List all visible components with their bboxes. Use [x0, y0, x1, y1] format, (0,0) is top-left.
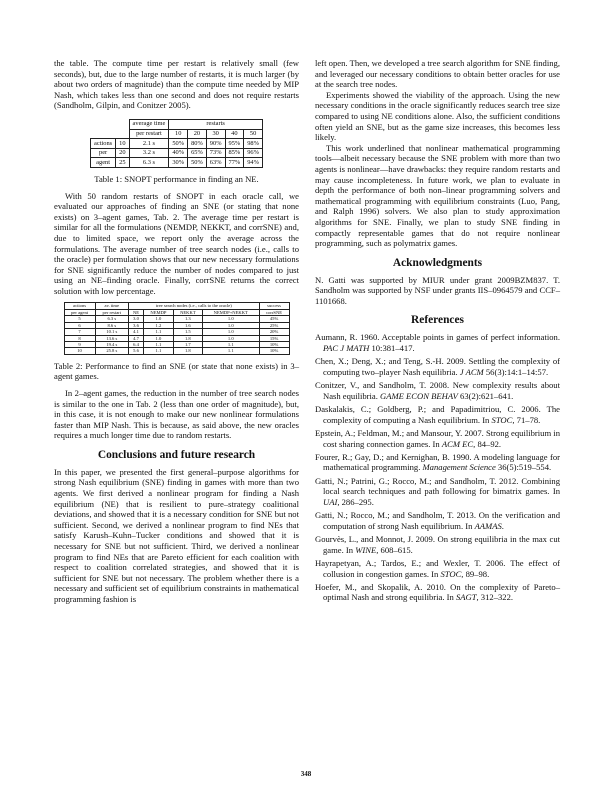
t2-cell: 1.1 — [202, 348, 259, 354]
reference-pages: 36(5):519–554. — [495, 462, 552, 473]
table-1-caption: Table 1: SNOPT performance in finding an NE. — [94, 173, 259, 184]
acknowledgments-heading: Acknowledgments — [392, 256, 483, 269]
t2-cell: 10% — [259, 341, 289, 347]
t1-cell: 95% — [225, 139, 244, 149]
t1-col: 40 — [225, 129, 244, 139]
t2-cell: 25% — [259, 322, 289, 328]
t1-cell: 80% — [188, 139, 207, 149]
t1-col: 50 — [244, 129, 263, 139]
reference-item — [315, 452, 560, 473]
reference-venue: Management Science — [422, 462, 496, 473]
t2-cell: 1.0 — [202, 316, 259, 322]
t2-cell: 4.1 — [129, 329, 144, 335]
t2-cell: 1.1 — [144, 341, 174, 347]
t2-cell: 1.0 — [144, 316, 174, 322]
table-row — [91, 148, 263, 158]
table-1 — [90, 119, 263, 168]
t2-cell: 1.0 — [144, 335, 174, 341]
reference-item — [315, 510, 560, 531]
t2-header-actions: actions — [64, 303, 95, 309]
future-work-paragraph: This work underlined that nonlinear mathematical programming tools—albeit necessary because the SNE problem with more than two agents is nonlinear—have drawbacks: they require random restarts and may cause incompleteness. In future work, we plan to evaluate in depth the performance of both non–linear programming solvers and mathematical programming with equilibrium constraints (Luo, Pang, and Ralph 1996) solvers. We also plan to study approximation algorithms for SNE. Finally, we plan to study SNE finding in compactly representable games that do not require nonlinear programming, such as polymatrix games. — [315, 142, 560, 249]
reference-venue: STOC — [491, 414, 513, 425]
acknowledgments-paragraph: N. Gatti was supported by MIUR under grant 2009BZM837. T. Sandholm was supported by NSF under grants IIS–0964579 and CCF–1101668. — [315, 274, 560, 306]
t2-cell: 1.5 — [173, 329, 202, 335]
reference-item — [315, 534, 560, 555]
references-heading: References — [411, 314, 464, 327]
t2-cell: 1.0 — [202, 329, 259, 335]
t2-cell: 1.7 — [173, 341, 202, 347]
reference-pages: , 84–92. — [473, 438, 502, 449]
table-row — [91, 158, 263, 168]
t2-cell: 1.2 — [144, 322, 174, 328]
reference-text: Daskalakis, C.; Goldberg, P.; and Papadimitriou, C. 2006. The complexity of computing a Nash equilibrium. In — [315, 404, 560, 425]
t2-cell: 8.6 s — [95, 322, 128, 328]
t2-cell: 7 — [64, 329, 95, 335]
t2-cell: 3.6 — [129, 322, 144, 328]
reference-item — [315, 476, 560, 508]
t2-cell: 1.3 — [173, 316, 202, 322]
t1-cell: 25 — [116, 158, 129, 168]
reference-pages: , 608–615. — [376, 544, 413, 555]
reference-text: Chen, X.; Deng, X.; and Teng, S.-H. 2009. Settling the complexity of computing two–player Nash equilibria. — [315, 356, 560, 377]
reference-item — [315, 582, 560, 603]
table-2 — [64, 302, 290, 354]
t1-cell: 63% — [206, 158, 225, 168]
experiments-paragraph: Experiments showed the viability of the approach. Using the new necessary conditions in the oracle significantly reduces search tree size compared to using NE conditions alone. Also, the sufficient conditions often yield an SNE, but as the game size increases, this becomes less likely. — [315, 89, 560, 143]
reference-text: Conitzer, V., and Sandholm, T. 2008. New complexity results about Nash equilibria. — [315, 380, 560, 401]
table-row — [64, 348, 289, 354]
reference-venue: SAGT — [455, 592, 477, 603]
reference-item — [315, 404, 560, 425]
t2-cell: 1.1 — [144, 348, 174, 354]
t2-body — [64, 316, 289, 354]
t2-subcol: NEMDP+NEKKT — [202, 309, 259, 315]
t1-row-label: agent — [91, 158, 116, 168]
t1-cell: 40% — [169, 148, 188, 158]
t2-cell: 4.7 — [129, 335, 144, 341]
t2-cell: 1.8 — [173, 335, 202, 341]
reference-venue: STOC — [440, 568, 462, 579]
t2-header-success: success — [259, 303, 289, 309]
reference-text: Gatti, N.; Rocco, M.; and Sandholm, T. 2013. On the verification and computation of strong Nash equilibrium. In — [315, 510, 560, 531]
t1-header-per-restart: per restart — [129, 129, 169, 139]
reference-item — [315, 332, 560, 353]
t1-cell: 6.3 s — [129, 158, 169, 168]
t2-cell: 6 — [64, 322, 95, 328]
reference-text: Aumann, R. 1960. Acceptable points in games of perfect information. — [315, 332, 560, 343]
t2-cell: 1.0 — [202, 335, 259, 341]
reference-text: Gourvès, L., and Monnot, J. 2009. On strong equilibria in the max cut game. In — [315, 534, 560, 555]
reference-text: Hoefer, M., and Skopalik, A. 2010. On the complexity of Pareto–optimal Nash and strong equilibria. In — [315, 581, 560, 603]
t2-header-tree: tree search nodes (i.e., calls to the oracle) — [129, 303, 260, 309]
table-row — [91, 139, 263, 149]
references-list — [315, 332, 560, 603]
t2-cell: 6.4 — [129, 341, 144, 347]
t2-cell: 10.1 s — [95, 329, 128, 335]
t1-cell: 50% — [169, 139, 188, 149]
reference-item — [315, 558, 560, 579]
reference-pages: , 312–322. — [476, 592, 514, 603]
reference-venue: ACM EC — [441, 438, 474, 449]
t1-row-label: actions — [91, 139, 116, 149]
t2-cell: 9 — [64, 341, 95, 347]
intro-paragraph: the table. The compute time per restart is relatively small (few seconds), but, due to the large number of restarts, it is much larger (by about two orders of magnitude) than the compute time needed by MIP Nash, which takes less than one second and does not require restarts (Sandholm, Gilpin, and Conitzer 2005). — [54, 58, 299, 111]
t2-cell: 5.6 — [129, 348, 144, 354]
reference-item — [315, 356, 560, 377]
reference-pages: , 286–295. — [337, 496, 374, 507]
reference-pages: , 89–98. — [461, 568, 490, 579]
conclusions-paragraph: In this paper, we presented the first general–purpose algorithms for strong Nash equilibrium (SNE) finding in games with more than two agents. We first derived a nonlinear program for finding a Nash equilibrium (NE) that is resilient to pure–strategy coalitional deviations, and showed that it is a necessary condition for SNE but not sufficient. Second, we derived a nonlinear program to find NEs that satisfy Karush–Kuhn–Tucker conditions and showed that it is necessary for SNE but not sufficient. Third, we derived a nonlinear program to find NEs that are Pareto efficient for each coalition with respect to coalition correlated strategies, and showed that it is sufficient for SNE but not necessary. The problem whether there is a necessary and sufficient set of equilibrium constraints in mathematical programming fashion is — [54, 466, 299, 604]
t2-cell: 1.8 — [173, 348, 202, 354]
t2-header-av-time: av. time — [95, 303, 128, 309]
reference-venue: AAMAS — [474, 520, 502, 531]
reference-pages: 63(2):621–641. — [457, 390, 514, 401]
t1-cell: 30% — [169, 158, 188, 168]
t2-cell: 5 — [64, 316, 95, 322]
reference-venue: J ACM — [459, 366, 484, 377]
t1-header-avg: average time — [129, 119, 169, 129]
t1-cell: 98% — [244, 139, 263, 149]
t2-subcol: NEKKT — [173, 309, 202, 315]
t1-header-restarts: restarts — [169, 119, 263, 129]
t2-cell: 3.0 — [129, 316, 144, 322]
t2-cell: 6.3 s — [95, 316, 128, 322]
t1-cell: 96% — [244, 148, 263, 158]
reference-venue: WINE — [355, 544, 377, 555]
table-2-caption: Table 2: Performance to find an SNE (or state that none exists) in 3–agent games. — [54, 360, 299, 382]
reference-venue: PAC J MATH — [323, 343, 370, 354]
reference-venue: UAI — [323, 496, 338, 507]
t1-col: 10 — [169, 129, 188, 139]
t1-cell: 85% — [225, 148, 244, 158]
reference-venue: GAME ECON BEHAV — [380, 390, 458, 401]
t2-cell: 8 — [64, 335, 95, 341]
reference-pages: 10:381–417. — [369, 343, 415, 354]
right-column — [315, 58, 560, 606]
reference-pages: , 71–78. — [512, 414, 541, 425]
t2-header-per-restart: per restart — [95, 309, 128, 315]
conclusions-heading: Conclusions and future research — [97, 448, 256, 461]
reference-text: Epstein, A.; Feldman, M.; and Mansour, Y. 2007. Strong equilibrium in cost sharing connection games. In — [315, 427, 560, 449]
t2-cell: 15% — [259, 335, 289, 341]
results-paragraph: With 50 random restarts of SNOPT in each oracle call, we evaluated our approaches of finding an SNE (or stating that none exists) on 3–agent games, Tab. 2. The average time per restart is similar for all the formulations (NEMDP, NEKKT, and corrSNE) and, due to limited space, we report only the average across the formulations. The average number of tree search nodes (i.e., calls to the oracle) per formulation shows that our new necessary formulations for SNE significantly reduce the number of nodes compared to just using an NE–finding oracle. Finally, corrSNE returns the correct solution with low percentage. — [54, 190, 299, 296]
t1-cell: 90% — [206, 139, 225, 149]
reference-text: Fourer, R.; Gay, D.; and Kernighan, B. 1990. A modeling language for mathematical programming. — [315, 451, 560, 473]
t2-cell: 19.4 s — [95, 341, 128, 347]
t1-cell: 77% — [225, 158, 244, 168]
t2-cell: 10 — [64, 348, 95, 354]
reference-pages: 56(3):14:1–14:57. — [483, 366, 549, 377]
t2-cell: 10% — [259, 348, 289, 354]
t2-cell: 13.6 s — [95, 335, 128, 341]
left-column — [54, 58, 299, 605]
reference-item — [315, 380, 560, 401]
t2-cell: 1.0 — [202, 322, 259, 328]
conclusions-continued: left open. Then, we developed a tree search algorithm for SNE finding, and leveraged our necessary conditions to obtain better oracles for use at the search tree nodes. — [315, 58, 560, 90]
t1-row-label: per — [91, 148, 116, 158]
t2-cell: 1.1 — [202, 341, 259, 347]
t1-cell: 73% — [206, 148, 225, 158]
reference-text: Gatti, N.; Patrini, G.; Rocco, M.; and Sandholm, T. 2012. Combining local search techniques and path following for bimatrix games. In — [315, 475, 560, 497]
t1-col: 20 — [188, 129, 207, 139]
t1-cell: 94% — [244, 158, 263, 168]
t2-cell: 25.8 s — [95, 348, 128, 354]
t1-col: 30 — [206, 129, 225, 139]
t1-cell: 20 — [116, 148, 129, 158]
t2-cell: 45% — [259, 316, 289, 322]
reference-pages: . — [501, 520, 504, 531]
t2-cell: 1.1 — [144, 329, 174, 335]
reference-item — [315, 428, 560, 449]
t2-header-corrsne: corrSNE — [259, 309, 289, 315]
t1-cell: 10 — [116, 139, 129, 149]
t1-cell: 50% — [188, 158, 207, 168]
t2-subcol: NEMDP — [144, 309, 174, 315]
t2-header-per-agent: per agent — [64, 309, 95, 315]
t1-cell: 65% — [188, 148, 207, 158]
page-number: 348 — [300, 770, 312, 778]
t2-subcol: NE — [129, 309, 144, 315]
t1-cell: 2.1 s — [129, 139, 169, 149]
reference-text: Hayrapetyan, A.; Tardos, E.; and Wexler, T. 2006. The effect of collusion in congestion games. In — [315, 557, 560, 579]
t2-cell: 1.6 — [173, 322, 202, 328]
t2-cell: 20% — [259, 329, 289, 335]
two-agent-paragraph: In 2–agent games, the reduction in the number of tree search nodes is similar to the one in Tab. 2 (less than one order of magnitude), but, in this case, it is not enough to make our new nonlinear formulations faster than MIP Nash. This is because, as said above, the new oracles requires a much longer time due to random restarts. — [54, 387, 299, 441]
t1-cell: 3.2 s — [129, 148, 169, 158]
